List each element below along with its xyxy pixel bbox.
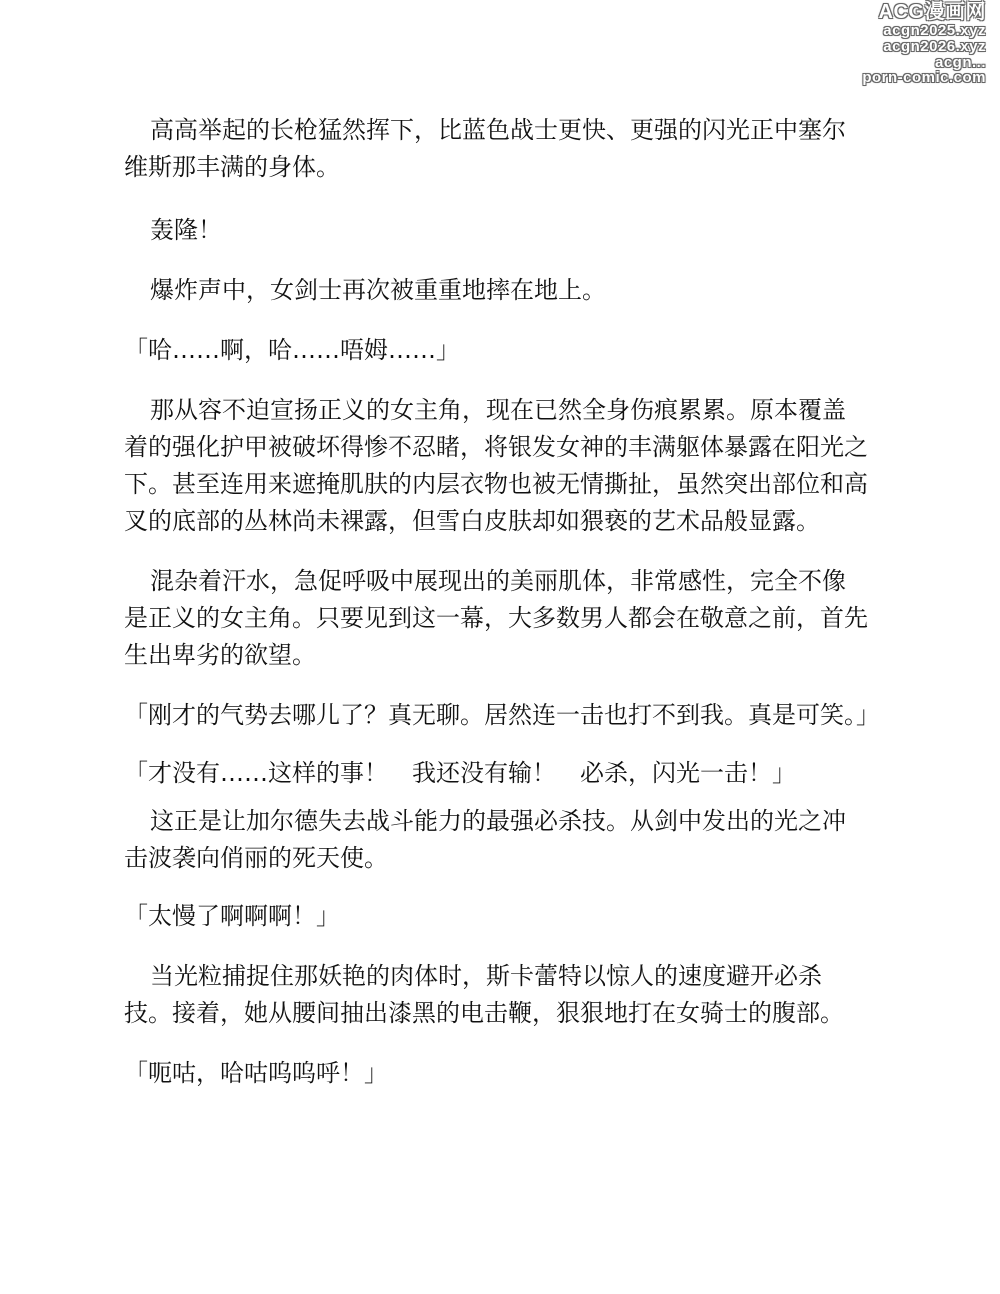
- dialogue-1: 「哈……啊，哈……唔姆……」: [124, 336, 460, 364]
- paragraph-1: 高高举起的长枪猛然挥下，比蓝色战士更快、更强的闪光正中塞尔维斯那丰满的身体。: [124, 116, 846, 181]
- watermark-domain-3: acgn...: [934, 53, 986, 71]
- dialogue-2: 「刚才的气势去哪儿了？真无聊。居然连一击也打不到我。真是可笑。」: [124, 701, 880, 729]
- dialogue-3: 「才没有……这样的事！ 我还没有输！ 必杀，闪光一击！」: [124, 759, 796, 787]
- watermark-site-name: ACG漫画网: [878, 1, 986, 23]
- paragraph-2: 轰隆！: [150, 216, 222, 244]
- paragraph-7: 当光粒捕捉住那妖艳的肉体时，斯卡蕾特以惊人的速度避开必杀技。接着，她从腰间抽出漆黑的电击鞭，狠狠地打在女骑士的腹部。: [124, 962, 844, 1027]
- document-body: [124, 112, 880, 1092]
- watermark-domain-2: acgn2026.xyz: [883, 37, 986, 55]
- paragraph-6: 这正是让加尔德失去战斗能力的最强必杀技。从剑中发出的光之冲击波袭向俏丽的死天使。: [124, 807, 846, 872]
- dialogue-4: 「太慢了啊啊啊！」: [124, 902, 340, 930]
- paragraph-3: 爆炸声中，女剑士再次被重重地摔在地上。: [150, 276, 606, 304]
- dialogue-5: 「呃咕，哈咕呜呜呼！」: [124, 1059, 388, 1087]
- watermark-domain-4: porn-comic.com: [862, 69, 986, 87]
- paragraph-4: 那从容不迫宣扬正义的女主角，现在已然全身伤痕累累。原本覆盖着的强化护甲被破坏得惨不忍睹，将银发女神的丰满躯体暴露在阳光之下。甚至连用来遮掩肌肤的内层衣物也被无情撕扯，虽然突出部位和高叉的底部的丛林尚未裸露，但雪白皮肤却如猥亵的艺术品般显露。: [124, 396, 868, 535]
- watermark-domain-1: acgn2025.xyz: [883, 22, 986, 39]
- site-watermark: [836, 2, 986, 86]
- paragraph-5: 混杂着汗水，急促呼吸中展现出的美丽肌体，非常感性，完全不像是正义的女主角。只要见到这一幕，大多数男人都会在敬意之前，首先生出卑劣的欲望。: [124, 567, 868, 669]
